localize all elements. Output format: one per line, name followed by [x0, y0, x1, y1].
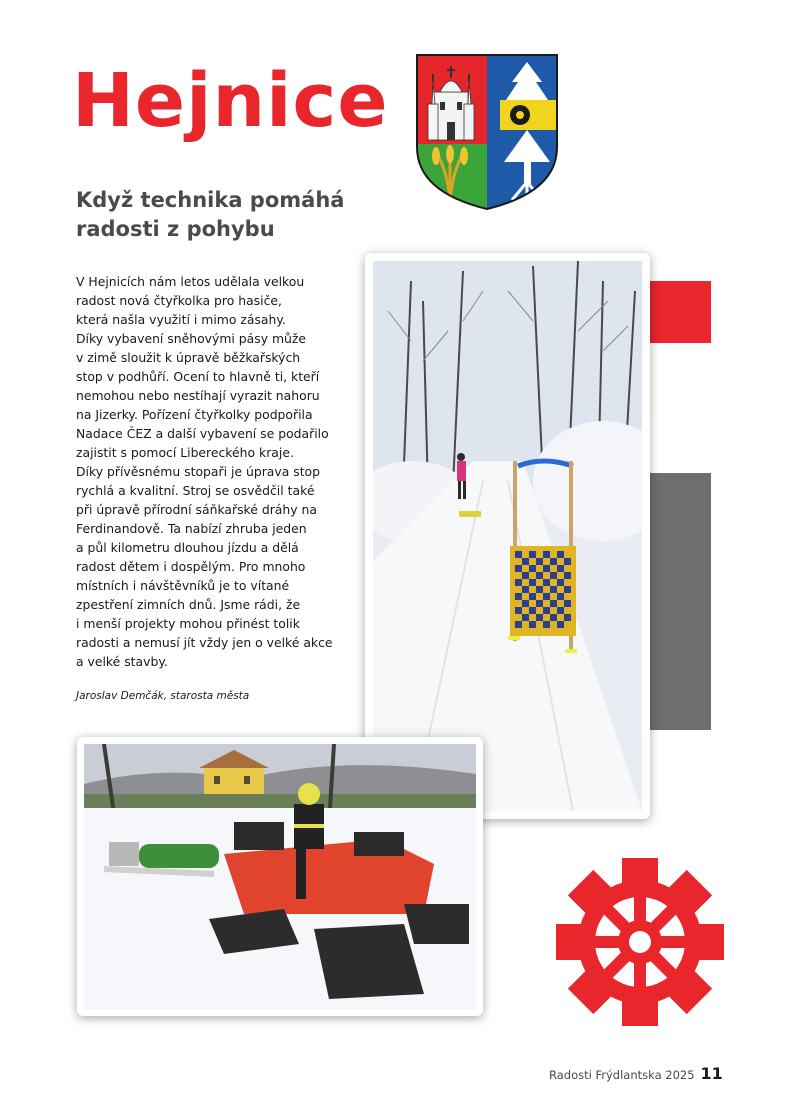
article-line: V Hejnicích nám letos udělala velkou — [76, 274, 305, 289]
article-line: při úpravě přírodní sáňkařské dráhy na — [76, 502, 317, 517]
article-line: Nadace ČEZ a další vybavení se podařilo — [76, 426, 329, 441]
article-subtitle — [76, 186, 356, 244]
article-line: zpestření zimních dnů. Jsme rádi, že — [76, 597, 301, 612]
firefighter-atv-photo — [84, 744, 476, 1009]
article-line: nemohou nebo nestíhají vyrazit nahoru — [76, 388, 320, 403]
article-line: a velké stavby. — [76, 654, 168, 669]
subtitle-line-2: radosti z pohybu — [76, 217, 275, 241]
article-line: a půl kilometru dlouhou jízdu a dělá — [76, 540, 299, 555]
publication-name: Radosti Frýdlantska 2025 — [549, 1068, 695, 1082]
article-line: radost nová čtyřkolka pro hasiče, — [76, 293, 282, 308]
article-body — [76, 272, 348, 671]
gear-icon — [556, 858, 724, 1026]
article-line: Ferdinandově. Ta nabízí zhruba jeden — [76, 521, 307, 536]
page-number: 11 — [700, 1064, 723, 1083]
article-line: místních i návštěvníků je to vítané — [76, 578, 290, 593]
article-line: Díky přívěsnému stopaři je úprava stop — [76, 464, 321, 479]
article-line: Díky vybavení sněhovými pásy může — [76, 331, 307, 346]
article-line: stop v podhůří. Ocení to hlavně ti, kteří — [76, 369, 320, 384]
article-line: i menší projekty mohou přinést tolik — [76, 616, 300, 631]
article-line: radost dětem i dospělým. Pro mnoho — [76, 559, 306, 574]
photo-frame-atv — [77, 737, 483, 1016]
page-footer — [549, 1064, 723, 1083]
article-line: rychlá a kvalitní. Stroj se osvědčil také — [76, 483, 315, 498]
article-signature: Jaroslav Demčák, starosta města — [76, 690, 250, 702]
article-line: radosti a nemusí jít vždy jen o velké akce — [76, 635, 333, 650]
coat-of-arms-icon — [414, 52, 560, 212]
snowy-forest-trail-photo — [373, 261, 642, 811]
article-line: na Jizerky. Pořízení čtyřkolky podpořila — [76, 407, 313, 422]
red-accent-bar — [650, 281, 711, 343]
article-line: v zimě sloužit k úpravě běžkařských — [76, 350, 301, 365]
article-line: zajistit s pomocí Libereckého kraje. — [76, 445, 294, 460]
page-title: Hejnice — [72, 58, 389, 144]
grey-accent-bar — [650, 473, 711, 730]
article-line: která našla využití i mimo zásahy. — [76, 312, 286, 327]
subtitle-line-1: Když technika pomáhá — [76, 188, 345, 212]
photo-frame-sled-trail — [365, 253, 650, 819]
